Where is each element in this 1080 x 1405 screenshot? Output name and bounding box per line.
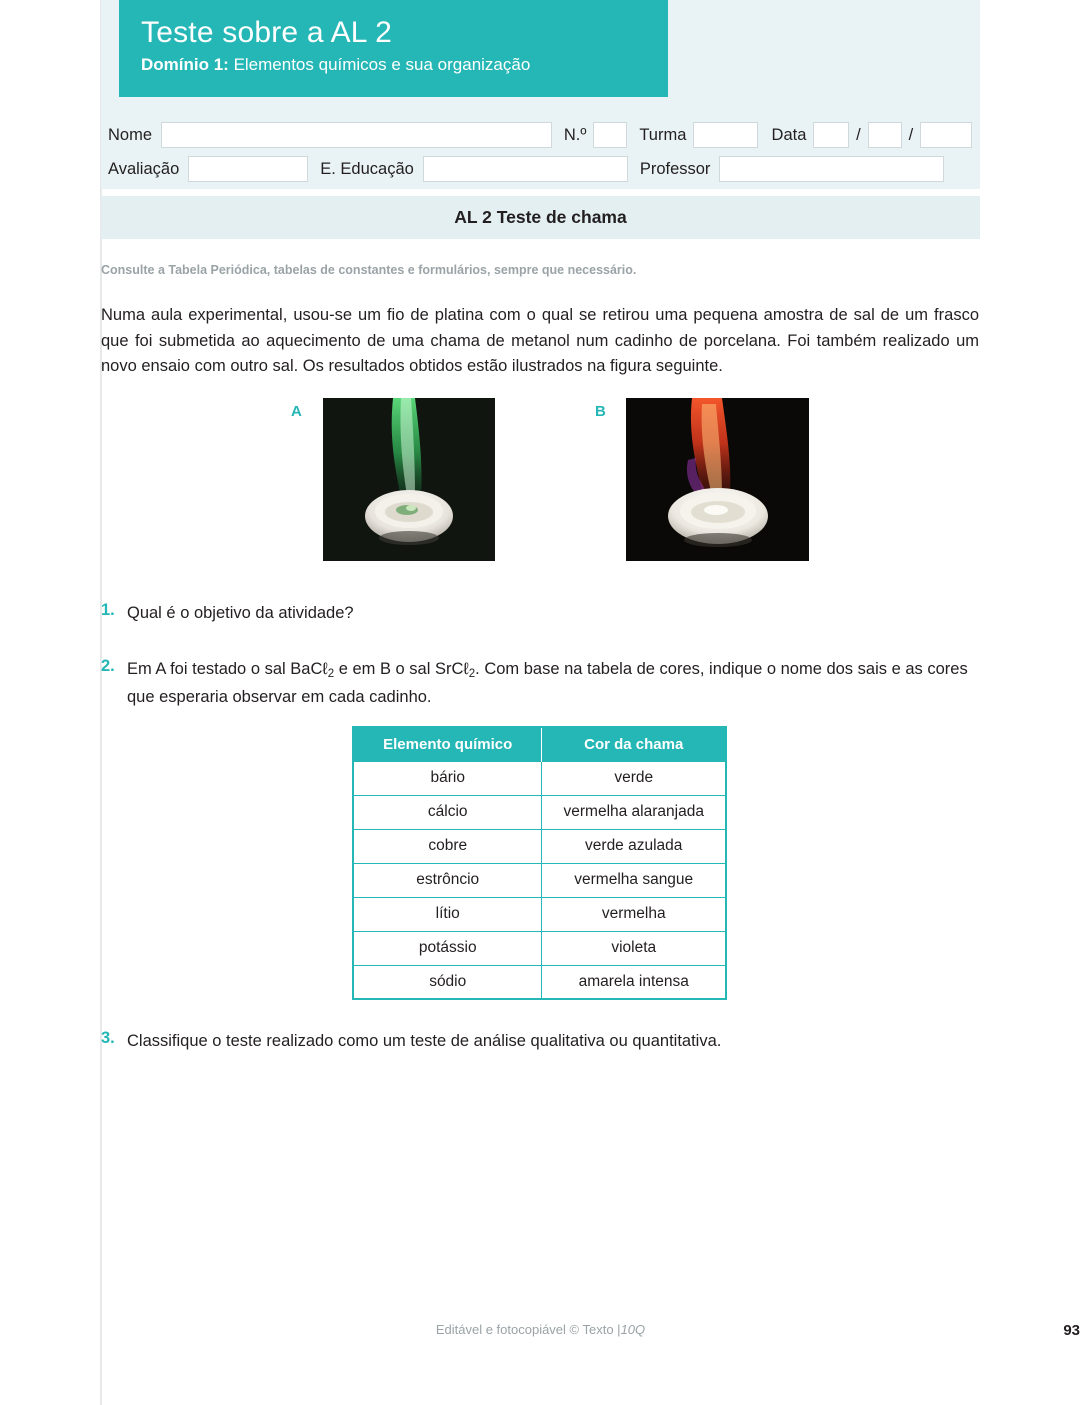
question-1-number: 1. xyxy=(101,601,115,619)
identification-row-2 xyxy=(108,156,972,182)
question-2-subscript-1: 2 xyxy=(327,668,335,680)
table-cell-element: estrôncio xyxy=(353,863,542,897)
footer-text-italic: 10Q xyxy=(620,1322,646,1337)
table-cell-element: cálcio xyxy=(353,795,542,829)
table-row xyxy=(353,761,726,795)
footer xyxy=(101,1322,980,1337)
table-cell-colour: violeta xyxy=(542,931,726,965)
question-2-subscript-2: 2 xyxy=(468,668,476,680)
numero-input[interactable] xyxy=(593,122,627,148)
question-2-part-3: . Com base na tabela de cores, indique o nome dos sais e as cores que esperaria observar em cada cadinho. xyxy=(127,660,968,706)
avaliacao-input[interactable] xyxy=(188,156,308,182)
turma-input[interactable] xyxy=(693,122,757,148)
table-cell-colour: amarela intensa xyxy=(542,965,726,999)
page-title: Teste sobre a AL 2 xyxy=(141,16,392,49)
data-mes-input[interactable] xyxy=(868,122,902,148)
table-cell-element: cobre xyxy=(353,829,542,863)
activity-title: AL 2 Teste de chama xyxy=(454,207,627,227)
table-cell-element: bário xyxy=(353,761,542,795)
intro-paragraph: Numa aula experimental, usou-se um fio de platina com o qual se retirou uma pequena amostra de sal de um frasco que foi submetida ao aquecimento de uma chama de metanol num cadinho de porcelana. Foi também realizado um novo ensaio com outro sal. Os resultados obtidos estão ilustrados na figura seguinte. xyxy=(101,306,979,375)
professor-input[interactable] xyxy=(719,156,944,182)
question-2-part-2: e em B o sal SrCℓ xyxy=(334,660,469,678)
question-2-part-1: Em A foi testado o sal BaCℓ xyxy=(127,660,328,678)
question-3 xyxy=(101,1029,981,1055)
table-cell-colour: vermelha xyxy=(542,897,726,931)
domain-text: Elementos químicos e sua organização xyxy=(228,55,531,74)
data-dia-input[interactable] xyxy=(813,122,849,148)
table-cell-element: lítio xyxy=(353,897,542,931)
table-cell-colour: vermelha sangue xyxy=(542,863,726,897)
table-header-element: Elemento químico xyxy=(353,727,542,761)
title-box xyxy=(119,0,668,97)
table-cell-element: sódio xyxy=(353,965,542,999)
table-cell-colour: verde azulada xyxy=(542,829,726,863)
date-separator-2: / xyxy=(908,125,914,144)
data-label: Data xyxy=(771,125,807,144)
identification-row-1 xyxy=(108,122,972,148)
question-2 xyxy=(101,657,981,710)
flame-colour-table xyxy=(352,726,727,1000)
encarregado-educacao-input[interactable] xyxy=(423,156,628,182)
figures-row xyxy=(101,398,981,568)
activity-title-strip xyxy=(101,196,980,239)
table-row xyxy=(353,897,726,931)
table-row xyxy=(353,863,726,897)
footer-text: Editável e fotocopiável © Texto | xyxy=(435,1322,621,1337)
question-3-number: 3. xyxy=(101,1029,115,1047)
consult-note: Consulte a Tabela Periódica, tabelas de constantes e formulários, sempre que necessário. xyxy=(101,263,637,277)
table-row xyxy=(353,931,726,965)
question-2-number: 2. xyxy=(101,657,115,675)
flame-test-red-photo xyxy=(626,398,809,561)
page-number: 93 xyxy=(1063,1322,1080,1339)
nome-input[interactable] xyxy=(161,122,552,148)
turma-label: Turma xyxy=(639,125,687,144)
professor-label: Professor xyxy=(639,159,711,178)
table-cell-colour: verde xyxy=(542,761,726,795)
domain-label: Domínio 1: xyxy=(141,55,229,74)
table-row xyxy=(353,795,726,829)
avaliacao-label: Avaliação xyxy=(108,159,180,178)
data-ano-input[interactable] xyxy=(920,122,972,148)
figure-b-label: B xyxy=(595,403,606,420)
numero-label: N.º xyxy=(563,125,587,144)
nome-label: Nome xyxy=(108,125,153,144)
question-1-text: Qual é o objetivo da atividade? xyxy=(127,604,354,622)
page-subtitle xyxy=(141,55,668,75)
encarregado-educacao-label: E. Educação xyxy=(320,159,414,178)
date-separator-1: / xyxy=(856,125,861,144)
table-header-row xyxy=(353,727,726,761)
table-row xyxy=(353,965,726,999)
question-1 xyxy=(101,601,981,627)
table-cell-colour: vermelha alaranjada xyxy=(542,795,726,829)
table-header-colour: Cor da chama xyxy=(542,727,726,761)
table-cell-element: potássio xyxy=(353,931,542,965)
table-row xyxy=(353,829,726,863)
figure-a-label: A xyxy=(291,403,302,420)
flame-test-green-photo xyxy=(323,398,495,561)
question-3-text: Classifique o teste realizado como um teste de análise qualitativa ou quantitativa. xyxy=(127,1032,722,1050)
question-2-text xyxy=(127,657,981,710)
